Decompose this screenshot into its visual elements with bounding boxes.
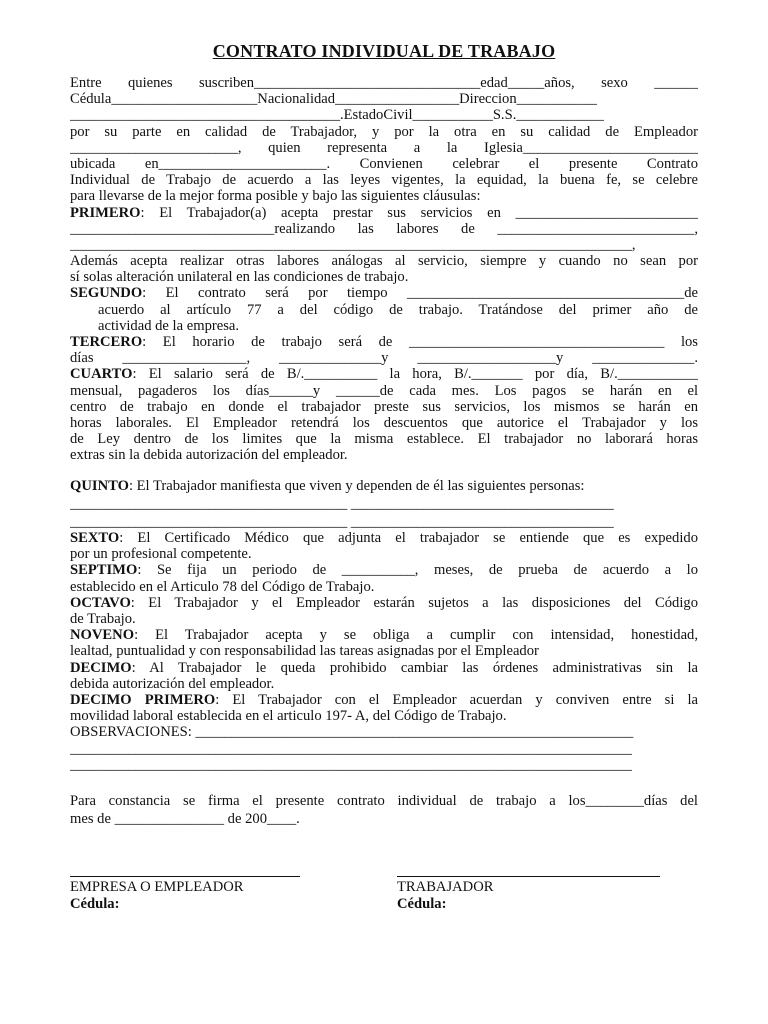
clause-text: sí solas alteración unilateral en las condiciones de trabajo. bbox=[70, 269, 409, 286]
clause-text: lealtad, puntualidad y con responsabilidad las tareas asignadas por el Empleador bbox=[70, 643, 539, 660]
intro-line-1: Entre quienes suscriben_______________________________edad_____años, sexo ______ bbox=[70, 75, 698, 91]
clause-label: QUINTO bbox=[70, 477, 129, 494]
signature-line bbox=[70, 876, 300, 877]
clause-text: : Se fija un periodo de __________, meses, de prueba de acuerdo a lo bbox=[137, 562, 698, 579]
document-title: CONTRATO INDIVIDUAL DE TRABAJO bbox=[212, 41, 556, 61]
clause-label: OCTAVO bbox=[70, 594, 131, 611]
observaciones-line: OBSERVACIONES: ____________________________________________________________ bbox=[70, 724, 634, 741]
worker-label: TRABAJADOR bbox=[397, 879, 494, 895]
worker-signature-block bbox=[397, 876, 667, 913]
dependents-blank-line: ______________________________________ ____________________________________ bbox=[70, 495, 614, 512]
clause-label: DECIMO PRIMERO bbox=[70, 691, 216, 708]
clause-septimo bbox=[70, 562, 698, 578]
clause-text: extras sin la debida autorización del empleador. bbox=[70, 447, 348, 464]
employer-label: EMPRESA O EMPLEADOR bbox=[70, 879, 244, 895]
clause-text: de Trabajo. bbox=[70, 611, 136, 627]
clause-text: : El horario de trabajo será de ___________________________________ los bbox=[142, 334, 698, 350]
clause-text: días _________________, ______________y ___________________y ______________. bbox=[70, 350, 698, 367]
signature-line bbox=[397, 876, 660, 877]
observaciones-blank-line: _____________________________________________________________________________ bbox=[70, 756, 632, 773]
clause-label: TERCERO bbox=[70, 334, 143, 350]
clause-label: NOVENO bbox=[70, 627, 135, 644]
clause-decimo-primero bbox=[70, 692, 698, 708]
intro-line-7: Individual de Trabajo de acuerdo a las leyes vigentes, la equidad, la buena fe, se celebre bbox=[70, 172, 698, 189]
clause-text: centro de trabajo en donde el trabajador preste sus servicios, los mismos se harán en bbox=[70, 398, 698, 415]
clause-text: : El contrato será por tiempo ______________________________________de bbox=[142, 285, 698, 302]
intro-line-2: Cédula____________________Nacionalidad_________________Direccion___________ bbox=[70, 91, 597, 108]
clause-text: de Ley dentro de los limites que la misma establece. El trabajador no laborará horas bbox=[70, 431, 698, 448]
clause-label: SEGUNDO bbox=[70, 285, 143, 302]
intro-line-3: _____________________________________.EstadoCivil___________S.S.____________ bbox=[70, 107, 604, 124]
clause-label: DECIMO bbox=[70, 659, 132, 676]
clause-sexto bbox=[70, 530, 698, 546]
constancia-line-2: mes de _______________ de 200____. bbox=[70, 811, 300, 828]
intro-line-8: para llevarse de la mejor forma posible y bajo las siguientes cláusulas: bbox=[70, 188, 481, 205]
clause-decimo bbox=[70, 660, 698, 676]
worker-cedula-label: Cédula: bbox=[397, 896, 447, 912]
clause-text: ____________________________realizando las labores de ___________________________, bbox=[70, 220, 698, 237]
clause-text: acuerdo al artículo 77 a del código de trabajo. Tratándose del primer año de bbox=[98, 301, 698, 318]
clause-text: : El Trabajador con el Empleador acuerdan y conviven entre si la bbox=[215, 691, 698, 708]
clause-segundo bbox=[70, 285, 698, 301]
clause-text: : El Trabajador manifiesta que viven y dependen de él las siguientes personas: bbox=[128, 477, 585, 494]
clause-primero bbox=[70, 205, 698, 221]
clause-text: : El Certificado Médico que adjunta el trabajador se entiende que es expedido bbox=[119, 530, 698, 547]
clause-text: debida autorización del empleador. bbox=[70, 675, 275, 692]
clause-label: PRIMERO bbox=[70, 204, 141, 221]
clause-text: : El salario será de B/.__________ la hora, B/._______ por día, B/.___________ bbox=[132, 366, 698, 383]
employer-cedula-label: Cédula: bbox=[70, 896, 120, 912]
constancia-line-1: Para constancia se firma el presente contrato individual de trabajo a los________días del bbox=[70, 792, 698, 809]
clause-text: Además acepta realizar otras labores análogas al servicio, siempre y cuando no sean por bbox=[70, 253, 698, 270]
spacer bbox=[70, 464, 698, 478]
clause-text: : Al Trabajador le queda prohibido cambiar las órdenes administrativas sin la bbox=[131, 659, 698, 676]
clause-cuarto bbox=[70, 366, 698, 382]
intro-line-6: ubicada en_______________________. Convienen celebrar el presente Contrato bbox=[70, 155, 698, 172]
clause-text: actividad de la empresa. bbox=[98, 317, 240, 334]
clause-text: por un profesional competente. bbox=[70, 546, 252, 563]
contract-body bbox=[70, 75, 698, 827]
intro-line-5: _______________________, quien representa a la Iglesia________________________ bbox=[70, 139, 698, 156]
clause-text: horas laborales. El Empleador retendrá los descuentos que autorice el Trabajador y los bbox=[70, 414, 698, 431]
observaciones-blank-line: _____________________________________________________________________________ bbox=[70, 740, 632, 757]
clause-tercero bbox=[70, 334, 698, 350]
clause-noveno bbox=[70, 627, 698, 643]
clause-text: mensual, pagaderos los días______y ______de cada mes. Los pagos se harán en el bbox=[70, 382, 698, 399]
employer-signature-block bbox=[70, 876, 340, 913]
intro-line-4: por su parte en calidad de Trabajador, y por la otra en su calidad de Empleador bbox=[70, 123, 698, 140]
clause-quinto bbox=[70, 478, 698, 494]
clause-text: : El Trabajador y el Empleador estarán sujetos a las disposiciones del Código bbox=[130, 594, 698, 611]
clause-label: SEXTO bbox=[70, 530, 120, 547]
clause-text: establecido en el Articulo 78 del Código de Trabajo. bbox=[70, 578, 375, 595]
clause-text: _____________________________________________________________________________, bbox=[70, 236, 636, 253]
dependents-blank-line: ______________________________________ ____________________________________ bbox=[70, 513, 614, 530]
clause-text: : El Trabajador acepta y se obliga a cumplir con intensidad, honestidad, bbox=[134, 627, 698, 644]
spacer bbox=[70, 773, 698, 791]
clause-label: CUARTO bbox=[70, 366, 133, 383]
clause-label: SEPTIMO bbox=[70, 562, 138, 579]
clause-text: movilidad laboral establecida en el articulo 197- A, del Código de Trabajo. bbox=[70, 708, 507, 725]
clause-octavo bbox=[70, 595, 698, 611]
clause-text: : El Trabajador(a) acepta prestar sus servicios en _________________________ bbox=[140, 204, 698, 221]
